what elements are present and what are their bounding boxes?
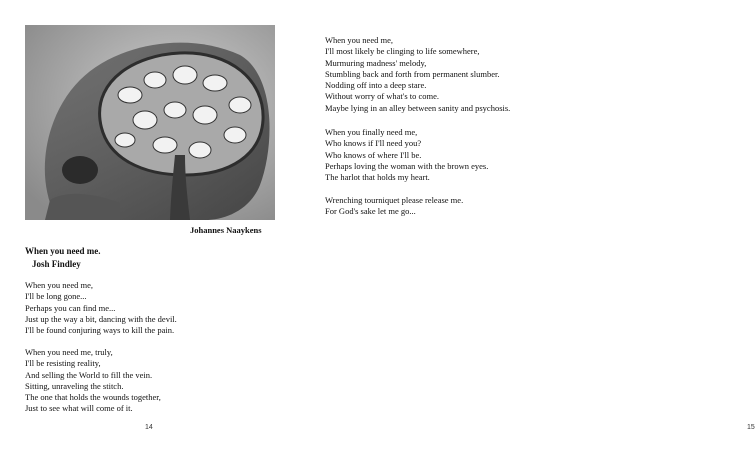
poem-line: Who knows if I'll need you? bbox=[325, 138, 422, 149]
poem-line: Maybe lying in an alley between sanity and psychosis. bbox=[325, 102, 511, 113]
poem-line: When you finally need me, bbox=[325, 127, 418, 137]
poem-author: Josh Findley bbox=[32, 259, 81, 269]
poem-line: Just up the way a bit, dancing with the devil. bbox=[25, 313, 177, 324]
poem-line: Sitting, unraveling the stitch. bbox=[25, 380, 124, 391]
skull-tree-illustration bbox=[25, 25, 275, 220]
poem-line: When you need me, bbox=[25, 280, 93, 290]
poem-line: Stumbling back and forth from permanent slumber. bbox=[325, 68, 500, 79]
poem-line: I'll be found conjuring ways to kill the pain. bbox=[25, 325, 175, 336]
right-stanza-1 bbox=[325, 35, 510, 114]
poem-title: When you need me. bbox=[25, 246, 101, 256]
right-stanza-2 bbox=[325, 127, 488, 183]
poem-line: The harlot that holds my heart. bbox=[325, 172, 430, 183]
illustration-caption: Johannes Naaykens bbox=[190, 225, 262, 235]
poem-line: I'll most likely be clinging to life somewhere, bbox=[325, 46, 480, 57]
right-page bbox=[300, 0, 755, 450]
poem-line: Perhaps loving the woman with the brown eyes. bbox=[325, 160, 489, 171]
left-page bbox=[0, 0, 300, 450]
poem-line: Just to see what will come of it. bbox=[25, 403, 133, 414]
poem-line: Murmuring madness' melody, bbox=[325, 57, 427, 68]
poem-line: When you need me, truly, bbox=[25, 347, 113, 357]
poem-line: When you need me, bbox=[325, 35, 393, 45]
poem-line: Nodding off into a deep stare. bbox=[325, 80, 427, 91]
poem-line: Perhaps you can find me... bbox=[25, 302, 116, 313]
poem-line: Who knows of where I'll be. bbox=[325, 149, 422, 160]
poem-line: For God's sake let me go... bbox=[325, 206, 416, 217]
right-stanza-3 bbox=[325, 195, 463, 218]
page-number-left: 14 bbox=[145, 424, 153, 431]
left-stanza-2 bbox=[25, 347, 161, 415]
skull-tree-image bbox=[25, 25, 275, 220]
left-stanza-1 bbox=[25, 280, 177, 336]
poem-line: Without worry of what's to come. bbox=[325, 91, 440, 102]
poem-line: Wrenching tourniquet please release me. bbox=[325, 195, 464, 205]
page-number-right: 15 bbox=[747, 424, 755, 431]
poem-line: And selling the World to fill the vein. bbox=[25, 369, 153, 380]
poem-line: I'll be resisting reality, bbox=[25, 358, 101, 369]
poem-line: The one that holds the wounds together, bbox=[25, 392, 161, 403]
poem-line: I'll be long gone... bbox=[25, 291, 87, 302]
